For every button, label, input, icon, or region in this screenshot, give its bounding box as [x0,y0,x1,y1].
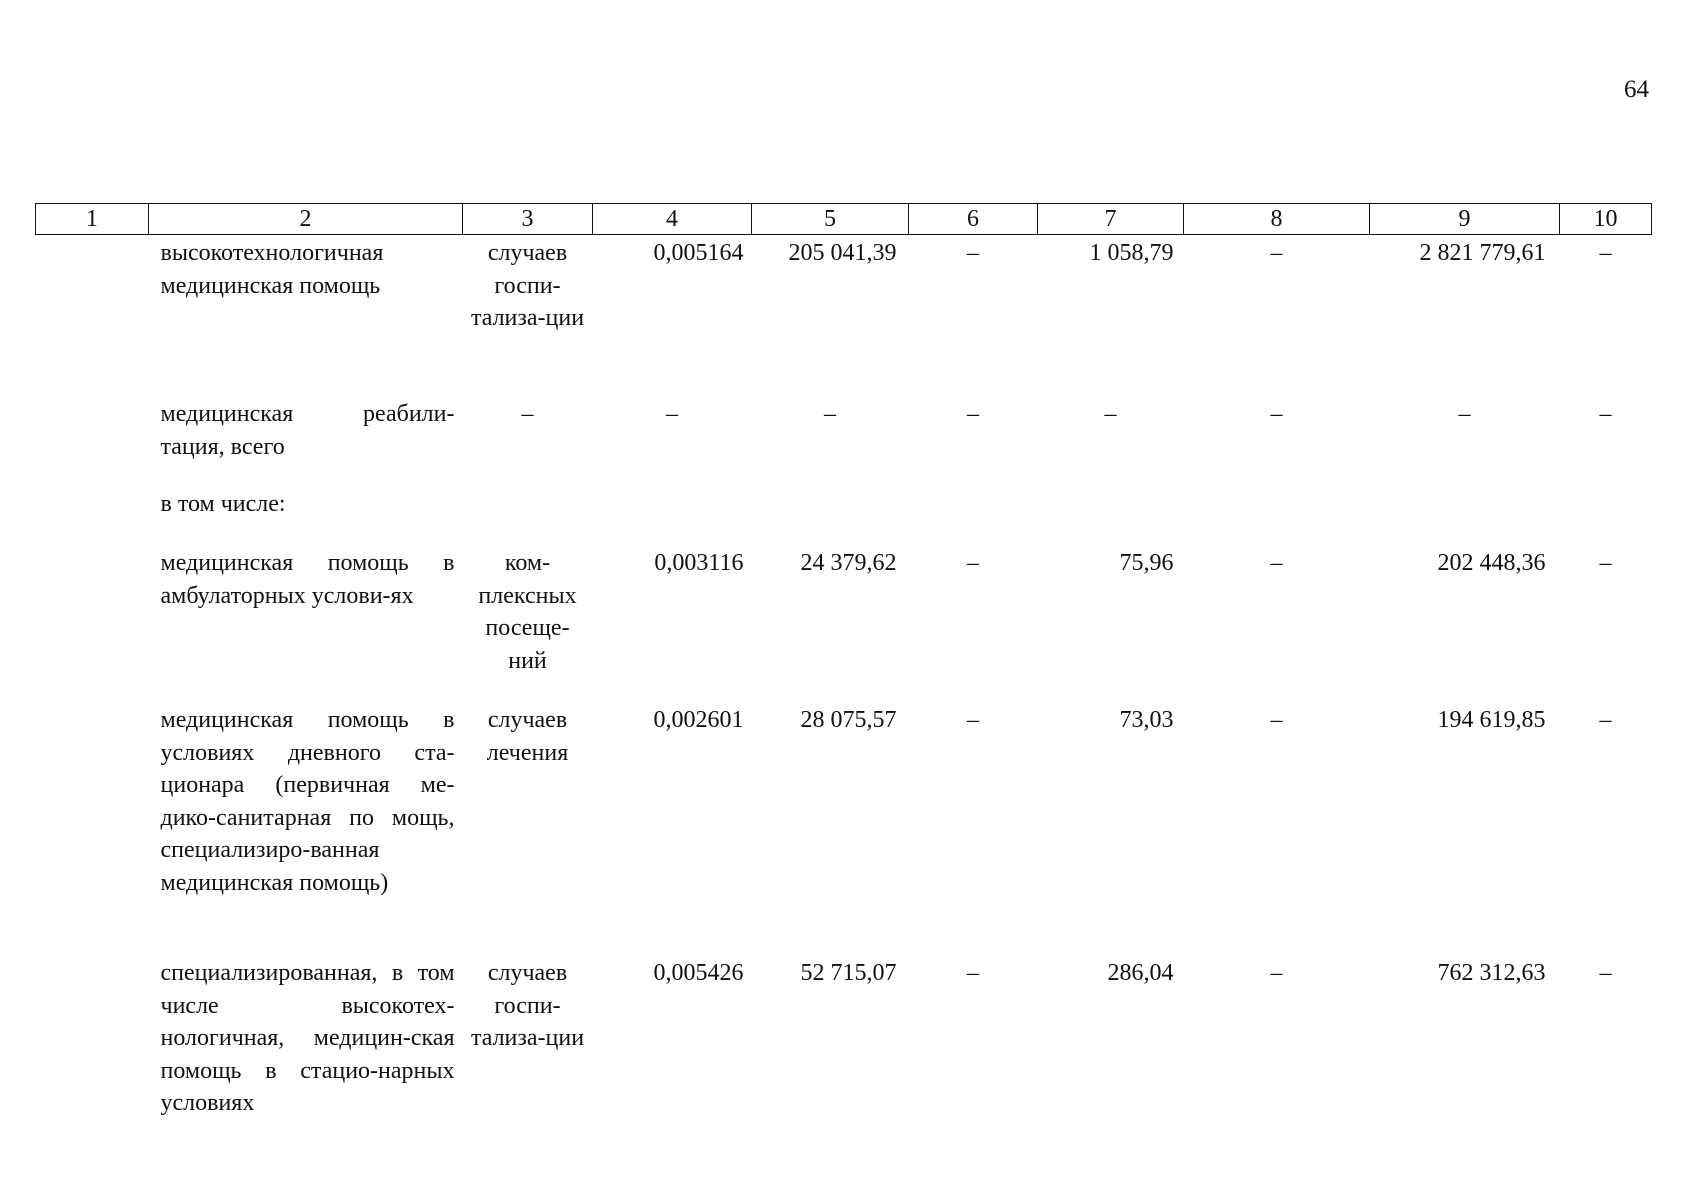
cell-col-4: 0,005164 [653,240,744,266]
cell-col-7: 1 058,79 [1089,240,1174,266]
column-header-2: 2 [149,204,463,235]
cell-col-9: 762 312,63 [1437,960,1546,986]
row-name: в том числе: [160,491,286,517]
cell-col-6: – [967,240,979,266]
column-header-6: 6 [909,204,1038,235]
table-row [36,957,1652,1127]
cell-empty [36,547,149,704]
column-header-7: 7 [1038,204,1184,235]
cell-col-7: – [1104,401,1117,427]
column-header-1: 1 [36,204,149,235]
table-row [36,547,1652,704]
row-name: специализированная, в том числе высокотех-нологичная, медицин-ская помощь в стацио-нарных условиях [160,960,455,1116]
cell-col-8: – [1270,960,1283,986]
cell-col-7: 75,96 [1119,550,1174,576]
cell-col-6: – [967,550,979,576]
cell-empty [36,398,149,488]
cell-col-10: – [1599,240,1612,266]
cell-col-10: – [1599,960,1612,986]
cell-col-8: – [1270,401,1283,427]
cell-col-8: – [1270,240,1283,266]
row-unit: случаев лечения [486,707,569,766]
cell-col-5: 52 715,07 [800,960,897,986]
column-header-9: 9 [1370,204,1560,235]
column-header-10: 10 [1560,204,1652,235]
row-name: медицинская помощь в амбулаторных услови-ях [160,550,455,609]
cell-col-5: 24 379,62 [800,550,897,576]
column-header-5: 5 [752,204,909,235]
cell-empty [36,704,149,957]
cell-col-6: – [967,707,979,733]
page-number: 64 [1624,76,1649,103]
cell-col-10: – [1599,550,1612,576]
cell-col-6: – [967,401,979,427]
row-name: медицинская реабили-тация, всего [160,401,455,460]
table-row [36,488,1652,547]
column-header-4: 4 [593,204,752,235]
row-unit: ком-плексных посеще-ний [478,550,577,674]
table-row [36,704,1652,957]
cell-col-7: 286,04 [1107,960,1174,986]
table-row [36,398,1652,488]
row-unit: – [521,401,534,427]
cell-col-8: – [1270,550,1283,576]
row-name: медицинская помощь в условиях дневного ста-ционара (первичная ме-дико-санитарная по мощь, специализиро-ванная медицинская помощь) [160,707,455,896]
column-number-row [36,204,1652,235]
table-row [36,235,1652,399]
cell-col-9: – [1458,401,1471,427]
column-header-3: 3 [463,204,593,235]
data-table [35,203,1652,1127]
cell-col-4: 0,003116 [654,550,744,576]
cell-col-4: – [666,401,678,427]
cell-col-9: 2 821 779,61 [1419,240,1546,266]
cell-empty [36,235,149,399]
cell-empty [36,488,149,547]
cell-col-8: – [1270,707,1283,733]
row-name: высокотехнологичная медицинская помощь [160,240,384,299]
cell-col-5: 28 075,57 [800,707,897,733]
cell-col-5: 205 041,39 [788,240,897,266]
cell-empty [36,957,149,1127]
row-unit: случаев госпи-тализа-ции [470,240,585,331]
cell-col-4: 0,005426 [653,960,744,986]
cell-col-10: – [1599,707,1612,733]
cell-col-10: – [1599,401,1612,427]
cell-col-5: – [824,401,836,427]
cell-col-7: 73,03 [1119,707,1174,733]
cell-col-9: 202 448,36 [1437,550,1546,576]
column-header-8: 8 [1184,204,1370,235]
row-unit: случаев госпи-тализа-ции [470,960,585,1051]
cell-col-4: 0,002601 [653,707,744,733]
cell-col-9: 194 619,85 [1437,707,1546,733]
cell-col-6: – [967,960,979,986]
